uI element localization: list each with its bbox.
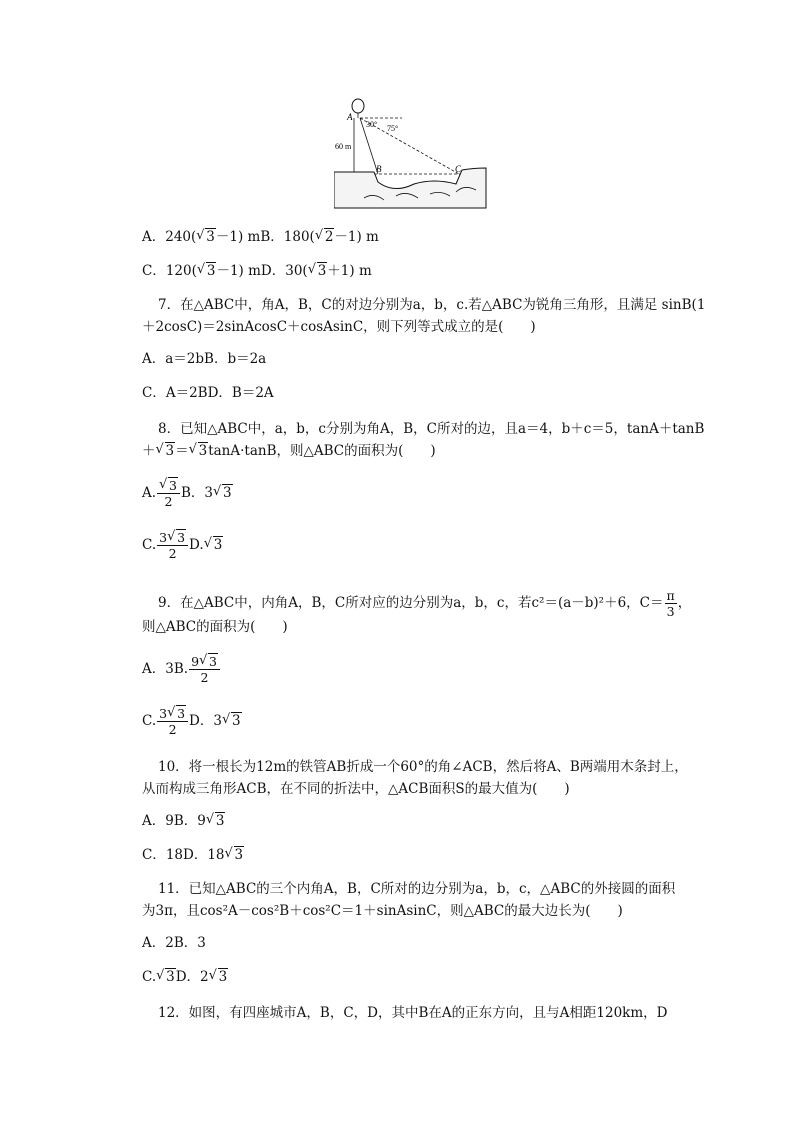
q9-options-ab: A．3B. $\frac{9√ 3}{2}$: [142, 654, 221, 685]
balloon-figure: [334, 98, 494, 210]
q11-stem-line2: 为3π，且cos²A－cos²B＋cos²C＝1＋sinAsinC，则△ABC的最大边长为( ): [142, 903, 623, 919]
q10-stem-line2: 从而构成三角形ACB，在不同的折法中，△ACB面积S的最大值为( ): [142, 781, 570, 797]
angle-30-label: 30°: [366, 120, 378, 129]
label-c: C: [455, 164, 462, 174]
q8-options-cd: C. $\frac{3√ 3}{2}$ D.√ 3: [142, 530, 223, 561]
q10-options-ab: A．9B．9√ 3: [142, 812, 225, 830]
q8-stem-line1: 8．已知△ABC中，a，b，c分别为角A，B，C所对的边，且a＝4，b＋c＝5，tanA＋tanB: [158, 421, 705, 437]
q7-options-ab: A．a＝2bB．b＝2a: [142, 351, 267, 367]
q8-stem-line2: ＋√ 3＝√ 3tanA·tanB，则△ABC的面积为( ): [142, 442, 436, 460]
label-b: B: [376, 164, 382, 174]
height-label: 60 m: [335, 142, 352, 151]
q10-options-cd: C．18D．18√ 3: [142, 846, 244, 864]
q12-stem-line1: 12．如图，有四座城市A，B，C，D，其中B在A的正东方向，且与A相距120km，D: [158, 1005, 668, 1021]
q7-stem-line1: 7．在△ABC中，角A，B，C的对边分别为a，b，c.若△ABC为锐角三角形，且满足 sinB(1: [158, 297, 706, 313]
angle-75-label: 75°: [387, 124, 399, 133]
q9-options-cd: C. $\frac{3√ 3}{2}$ D．3√ 3: [142, 706, 242, 737]
balloon-icon: [352, 99, 364, 113]
q11-stem-line1: 11．已知△ABC的三个内角A，B，C所对的边分别为a，b，c，△ABC的外接圆的面积: [158, 881, 676, 897]
q6-options-ab: A．240(√ 3－1) mB．180(√ 2－1) m: [142, 228, 379, 246]
q10-stem-line1: 10．将一根长为12m的铁管AB折成一个60°的角∠ACB，然后将A、B两端用木条封上，: [158, 759, 688, 775]
q7-stem-line2: ＋2cosC)＝2sinAcosC＋cosAsinC，则下列等式成立的是( ): [142, 319, 536, 335]
q9-stem-line1: 9．在△ABC中，内角A，B，C所对应的边分别为a，b，c，若c²＝(a－b)²＋6，C＝ $\frac{\pi}{3}$ ，: [158, 588, 692, 619]
q11-options-cd: C.√ 3D．2√ 3: [142, 968, 228, 986]
q9-stem-line2: 则△ABC的面积为( ): [142, 619, 288, 635]
q11-options-ab: A．2B．3: [142, 935, 206, 951]
q8-options-ab: A. √ $\frac{3}{2}$ B．3√ 3: [142, 478, 233, 509]
q7-options-cd: C．A＝2BD．B＝2A: [142, 385, 274, 401]
label-a: A: [347, 112, 353, 122]
q6-options-cd: C．120(√ 3－1) mD．30(√ 3＋1) m: [142, 262, 372, 280]
